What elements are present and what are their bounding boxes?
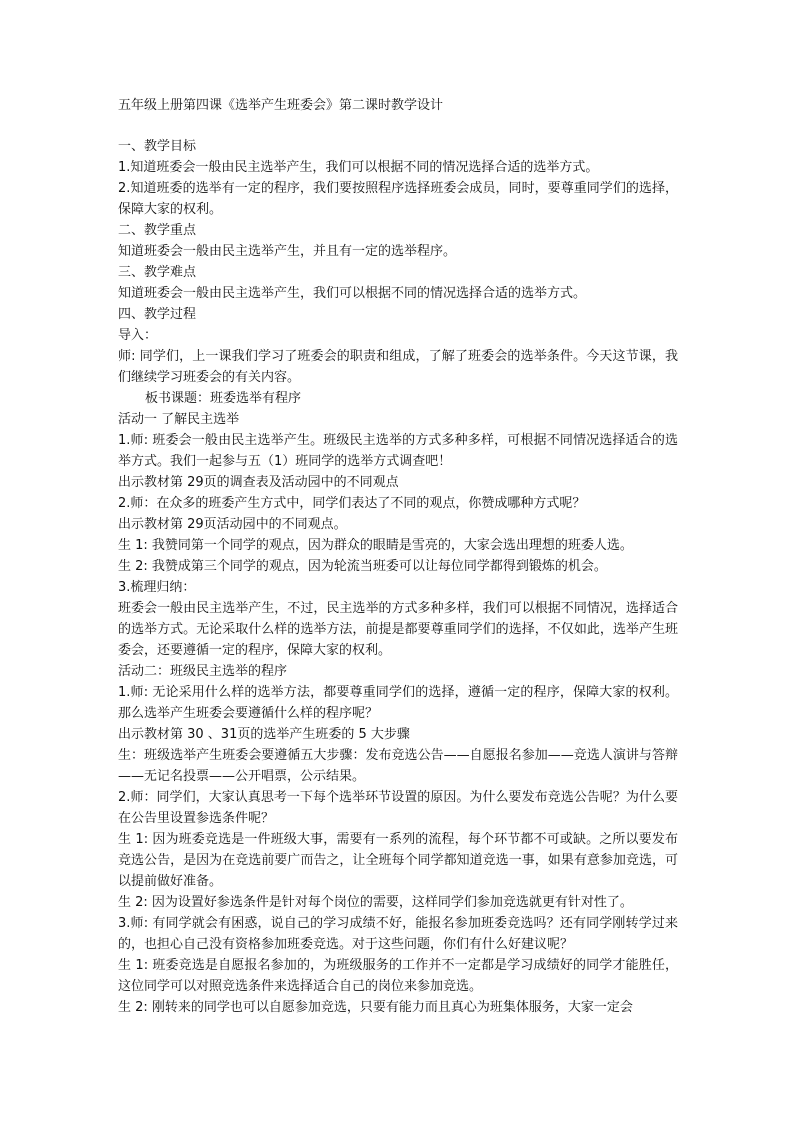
paragraph: 生 2: 因为设置好参选条件是针对每个岗位的需要，这样同学们参加竞选就更有针对性了。: [118, 895, 633, 910]
paragraph: 2.师：同学们，大家认真思考一下每个选举环节设置的原因。为什么要发布竞选公告呢？为什么要在公告里设置参选条件呢？: [118, 790, 678, 826]
paragraph: 板书课题：班委选举有程序: [145, 391, 302, 406]
paragraph: 一、教学目标: [118, 139, 197, 154]
paragraph: 活动一 了解民主选举: [118, 412, 240, 427]
paragraph: 知道班委会一般由民主选举产生，并且有一定的选举程序。: [118, 244, 457, 259]
paragraph-list: [118, 136, 678, 1018]
paragraph: 生 1: 我赞同第一个同学的观点，因为群众的眼睛是雪亮的，大家会选出理想的班委人选。: [118, 538, 633, 553]
paragraph: 2.知道班委的选举有一定的程序，我们要按照程序选择班委会成员，同时，要尊重同学们的选择，保障大家的权利。: [118, 181, 678, 217]
paragraph: 出示教材第 30 、31页的选举产生班委的 5 大步骤: [118, 727, 410, 742]
paragraph: 四、教学过程: [118, 307, 197, 322]
paragraph: 2.师：在众多的班委产生方式中，同学们表达了不同的观点，你赞成哪种方式呢？: [118, 496, 586, 511]
paragraph: 生 1: 因为班委竞选是一件班级大事，需要有一系列的流程，每个环节都不可或缺。之所以要发布竞选公告，是因为在竞选前要广而告之，让全班每个同学都知道竞选一事，如果有意参加竞选，可以提前做好准备。: [118, 832, 678, 889]
paragraph: 班委会一般由民主选举产生，不过，民主选举的方式多种多样，我们可以根据不同情况，选择适合的选举方式。无论采取什么样的选举方法，前提是都要尊重同学们的选择，不仅如此，选举产生班委会，还要遵循一定的程序，保障大家的权利。: [118, 601, 678, 658]
paragraph: 出示教材第 29页的调查表及活动园中的不同观点: [118, 475, 399, 490]
paragraph: 1.师: 无论采用什么样的选举方法，都要尊重同学们的选择，遵循一定的程序，保障大家的权利。那么选举产生班委会要遵循什么样的程序呢？: [118, 685, 678, 721]
document-body: [118, 95, 678, 1018]
paragraph: 1.知道班委会一般由民主选举产生，我们可以根据不同的情况选择合适的选举方式。: [118, 160, 599, 175]
paragraph: 师: 同学们，上一课我们学习了班委会的职责和组成，了解了班委会的选举条件。今天这节课，我们继续学习班委会的有关内容。: [118, 349, 678, 385]
paragraph: 生 1: 班委竞选是自愿报名参加的，为班级服务的工作并不一定都是学习成绩好的同学才能胜任，这位同学可以对照竞选条件来选择适合自己的岗位来参加竞选。: [118, 958, 678, 994]
paragraph: 活动二：班级民主选举的程序: [118, 664, 288, 679]
paragraph: 1.师: 班委会一般由民主选举产生。班级民主选举的方式多种多样，可根据不同情况选择适合的选举方式。我们一起参与五（1）班同学的选举方式调查吧！: [118, 433, 678, 469]
paragraph: 三、教学难点: [118, 265, 197, 280]
paragraph: 3.梳理归纳：: [118, 580, 196, 595]
paragraph: 3.师: 有同学就会有困惑，说自己的学习成绩不好，能报名参加班委竞选吗？还有同学刚转学过来的，也担心自己没有资格参加班委竞选。对于这些问题，你们有什么好建议呢？: [118, 916, 678, 952]
paragraph: 二、教学重点: [118, 223, 197, 238]
paragraph: 出示教材第 29页活动园中的不同观点。: [118, 517, 347, 532]
paragraph: 生 2: 刚转来的同学也可以自愿参加竞选，只要有能力而且真心为班集体服务，大家一定会: [118, 1000, 633, 1015]
document-title: 五年级上册第四课《选举产生班委会》第二课时教学设计: [118, 98, 444, 113]
paragraph: 知道班委会一般由民主选举产生，我们可以根据不同的情况选择合适的选举方式。: [118, 286, 587, 301]
paragraph: 生：班级选举产生班委会要遵循五大步骤：发布竞选公告——自愿报名参加——竞选人演讲与答辩——无记名投票——公开唱票，公示结果。: [118, 748, 678, 784]
paragraph: 导入：: [118, 328, 158, 343]
paragraph: 生 2: 我赞成第三个同学的观点，因为轮流当班委可以让每位同学都得到锻炼的机会。: [118, 559, 607, 574]
